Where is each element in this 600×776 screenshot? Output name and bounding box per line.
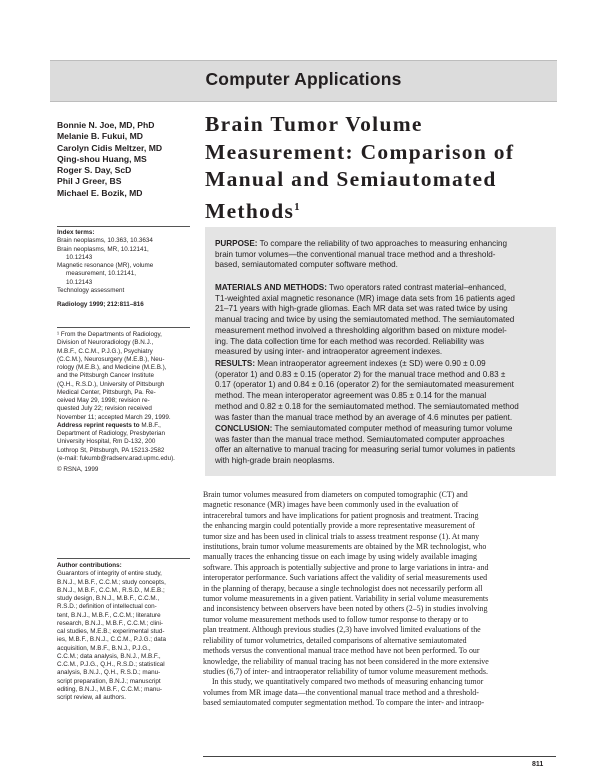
body-line: interoperator performance. Such variations affect the validity of serial measurements used xyxy=(203,573,488,583)
affiliation-line: ceived May 29, 1998; revision re- xyxy=(57,397,150,404)
abstract-line xyxy=(215,239,548,250)
contribution-line: script review, all authors. xyxy=(57,694,126,701)
body-line: volumes from MR image data—the conventional manual trace method and a threshold- xyxy=(203,687,479,697)
abstract-box xyxy=(205,227,556,476)
index-term: 10.12143 xyxy=(66,278,93,286)
abstract-label: RESULTS: xyxy=(215,359,256,368)
body-line: plan treatment. Although previous studies (2,3) have involved limited evaluations of the xyxy=(203,625,481,635)
body-line: and inconsistency between observers have been noted by others (2–5) in studies involving xyxy=(203,604,488,614)
author-name: Carolyn Cidis Meltzer, MD xyxy=(57,142,163,153)
divider xyxy=(57,327,190,328)
title-line: Manual and Semiautomated xyxy=(205,167,497,191)
index-term: 10.12143 xyxy=(66,253,93,261)
abstract-conclusion xyxy=(215,424,548,467)
author-name: Michael E. Bozik, MD xyxy=(57,187,143,198)
affiliation-line: and the Pittsburgh Cancer Institute xyxy=(57,372,154,380)
title-line: Measurement: Comparison of xyxy=(205,139,515,164)
abstract-label: PURPOSE: xyxy=(215,239,258,248)
affiliation-footnote xyxy=(57,331,190,474)
abstract-results xyxy=(215,359,548,423)
index-term: measurement, 10.12141, xyxy=(66,270,137,278)
abstract-label: CONCLUSION: xyxy=(215,424,273,433)
contribution-line: C.C.M., P.J.G., Q.H., R.S.D.; statistical xyxy=(57,661,165,668)
abstract-line: was faster than the manual trace method. Semiautomated computer approaches xyxy=(215,434,505,444)
abstract-line: based, semiautomated computer software method. xyxy=(215,260,398,270)
body-line: institutions, brain tumor volume measurements are obtained by the MR technologist, who xyxy=(203,542,487,552)
contribution-line: research, B.N.J., M.B.F., C.C.M.; clini- xyxy=(57,619,164,627)
abstract-line: manual tracing and twice by using the semiautomated method. The semiautomated xyxy=(215,315,515,325)
abstract-line: with high-grade brain neoplasms. xyxy=(215,456,335,466)
author-name: Qing-shou Huang, MS xyxy=(57,153,147,164)
section-title: Computer Applications xyxy=(205,69,402,89)
contribution-line: tent, B.N.J., M.B.F., C.C.M.; literature xyxy=(57,611,161,619)
contribution-line: R.S.D.; definition of intellectual con- xyxy=(57,603,157,611)
abstract-line: (operator 1) and 0.83 ± 0.15 (operator 2) for the manual trace method and 0.83 ± xyxy=(215,369,506,379)
body-line: In this study, we quantitatively compared two methods of measuring enhancing tumor xyxy=(212,677,484,687)
body-line: manually traces the enhancing tissue on each image by using widely available imaging xyxy=(203,552,477,562)
author-name: Phil J Greer, BS xyxy=(57,176,122,187)
author-name: Roger S. Day, ScD xyxy=(57,165,132,176)
article-title xyxy=(205,111,555,225)
affiliation-line: M.B.F., C.C.M., P.J.G.), Psychiatry xyxy=(57,347,153,355)
affiliation-line: (Q.H., R.S.D.), University of Pittsburgh xyxy=(57,380,165,388)
body-line: studies (6,7) of inter- and intraoperator reliability of tumor volume measurement methods. xyxy=(203,666,488,676)
divider xyxy=(57,226,190,227)
body-line: Brain tumor volumes measured from diameters on computed tomographic (CT) and xyxy=(203,490,468,499)
abstract-line: measurement method involved a thresholding algorithm based on mixture model- xyxy=(215,325,507,335)
abstract-line-text: Mean intraoperator agreement indexes (± SD) were 0.90 ± 0.09 xyxy=(255,359,486,368)
index-term: Magnetic resonance (MR), volume xyxy=(57,262,154,269)
contributions-lines xyxy=(57,570,190,702)
affiliation-lines xyxy=(57,331,190,422)
body-line: tumor size and has been used in clinical trials to assess treatment response (1). At many xyxy=(203,531,480,541)
reprint-lines xyxy=(57,430,190,463)
copyright: © RSNA, 1999 xyxy=(57,466,99,473)
title-line: Brain Tumor Volume xyxy=(205,112,423,136)
body-line: intracerebral tumors and have implications for patient prognosis and treatment. Tracing xyxy=(203,510,479,520)
abstract-line: method. The mean interoperator agreement was 0.85 ± 0.14 for the manual xyxy=(215,391,487,401)
body-line: based semiautomated computer segmentation method. To compare the inter- and intraop- xyxy=(203,698,485,708)
body-line: in the planning of therapy, because a single technologist does not necessarily perform all xyxy=(203,583,483,593)
abstract-line: method and 0.82 ± 0.18 for the semiautomated method. The semiautomated method xyxy=(215,401,519,411)
reprint-text: M.B.F., xyxy=(139,421,161,429)
reprint-request-line xyxy=(57,422,190,430)
title-line-last xyxy=(205,194,555,226)
abstract-line-text: To compare the reliability of two approaches to measuring enhancing xyxy=(257,239,508,248)
contribution-line: study design, B.N.J., M.B.F., C.C.M., xyxy=(57,595,160,602)
reprint-line: (e-mail: fukumb@radserv.arad.upmc.edu). xyxy=(57,454,175,462)
index-terms-heading: Index terms: xyxy=(57,229,95,236)
contribution-line: cal studies, M.E.B.; experimental stud- xyxy=(57,628,165,635)
body-line: tumor volume measurement methods used to follow tumor response to therapy or to xyxy=(203,614,469,624)
body-text xyxy=(203,490,555,709)
abstract-line: 21–71 years with high-grade gliomas. Each MR data set was rated twice by using xyxy=(215,304,508,314)
reprint-line: University Hospital, Rm D-132, 200 xyxy=(57,438,156,446)
index-terms-list xyxy=(57,237,190,295)
body-line: software. This approach is potentially subjective and prone to large variations in intra- and xyxy=(203,562,489,572)
abstract-line xyxy=(215,424,548,435)
contributions-heading: Author contributions: xyxy=(57,562,122,569)
abstract-purpose xyxy=(215,239,548,271)
affiliation-line: (C.C.M.), Neurosurgery (M.E.B.), Neu- xyxy=(57,355,165,363)
index-term: Brain neoplasms, MR, 10.12141, xyxy=(57,245,149,253)
abstract-line: offer an alternative to manual tracing for measuring serial tumor volumes in patients xyxy=(215,445,516,455)
contribution-line: script preparation, B.N.J.; manuscript xyxy=(57,677,161,685)
abstract-line: was faster than the manual trace method by an average of 4.6 minutes per patient. xyxy=(215,412,513,422)
citation: Radiology 1999; 212:811–816 xyxy=(57,301,144,308)
index-term: Brain neoplasms, 10.363, 10.3634 xyxy=(57,237,153,245)
abstract-line xyxy=(215,359,548,370)
affiliation-line: Division of Neuroradiology (B.N.J., xyxy=(57,339,154,347)
footer-rule xyxy=(203,756,556,757)
page-number: 811 xyxy=(532,761,544,768)
body-line: tumor volume measurements in a given patient. Variability in serial volume measurements xyxy=(203,594,489,604)
affiliation-line: Medical Center, Pittsburgh, Pa. Re- xyxy=(57,388,156,396)
abstract-line: brain tumor volumes—the conventional manual trace method and a threshold- xyxy=(215,249,496,259)
affiliation-line: November 11; accepted March 29, 1999. xyxy=(57,413,171,421)
contribution-line: editing, B.N.J., M.B.F., C.C.M.; manu- xyxy=(57,685,162,693)
contribution-line: Guarantors of integrity of entire study, xyxy=(57,570,162,578)
divider xyxy=(57,558,190,559)
abstract-line-text: Two operators rated contrast material–enhanced, xyxy=(326,283,507,292)
author-list xyxy=(57,120,192,199)
body-line: knowledge, the reliability of manual tracing has not been considered in the more extensive xyxy=(203,656,489,666)
reprint-line: Department of Radiology, Presbyterian xyxy=(57,430,166,437)
author-name: Bonnie N. Joe, MD, PhD xyxy=(57,120,155,130)
title-footnote-mark: 1 xyxy=(294,200,300,213)
abstract-line: measured by using inter- and intraoperator agreement indexes. xyxy=(215,347,443,357)
title-line-text: Methods xyxy=(205,198,295,223)
abstract-line: T1-weighted axial magnetic resonance (MR) image data sets from 16 patients aged xyxy=(215,293,515,303)
body-line: magnetic resonance (MR) images have been commonly used in the evaluation of xyxy=(203,500,459,510)
contribution-line: ies, M.B.F., B.N.J., C.C.M., P.J.G.; data xyxy=(57,636,167,644)
body-line: the enhancing margin could potentially provide a more representative measurement of xyxy=(203,521,475,531)
abstract-methods xyxy=(215,283,548,358)
section-banner xyxy=(50,60,557,102)
reprint-label: Address reprint requests to xyxy=(57,421,140,429)
reprint-line: Lothrop St, Pittsburgh, PA 15213-2582 xyxy=(57,446,165,454)
abstract-line: 0.17 (operator 1) and 0.84 ± 0.16 (operator 2) for the semiautomated measurement xyxy=(215,380,514,390)
abstract-line-text: The semiautomated computer method of measuring tumor volume xyxy=(272,424,513,433)
abstract-line: ing. The data collection time for each method was recorded. Reliability was xyxy=(215,336,485,346)
author-contributions xyxy=(57,562,190,702)
contribution-line: B.N.J., M.B.F., C.C.M., R.S.D., M.E.B.; xyxy=(57,586,165,594)
affiliation-line: ¹ From the Departments of Radiology, xyxy=(57,331,162,338)
contribution-line: analysis, B.N.J., Q.H., R.S.D.; manu- xyxy=(57,669,161,677)
body-line: reliability of tumor volumetrics, detailed comparisons of alternative semiautomated xyxy=(203,635,467,645)
index-term: Technology assessment xyxy=(57,286,125,294)
affiliation-line: quested July 22; revision received xyxy=(57,405,152,413)
contribution-line: B.N.J., M.B.F., C.C.M.; study concepts, xyxy=(57,578,166,586)
abstract-label: MATERIALS AND METHODS: xyxy=(215,283,327,292)
body-line: methods versus the conventional manual trace method have not been performed. To our xyxy=(203,646,480,656)
author-name: Melanie B. Fukui, MD xyxy=(57,131,143,142)
abstract-line xyxy=(215,283,548,294)
contribution-line: acquisition, M.B.F., B.N.J., P.J.G., xyxy=(57,644,151,652)
contribution-line: C.C.M.; data analysis, B.N.J., M.B.F., xyxy=(57,652,161,660)
index-terms xyxy=(57,229,190,309)
affiliation-line: rology (M.E.B.), and Medicine (M.E.B.), xyxy=(57,364,167,371)
